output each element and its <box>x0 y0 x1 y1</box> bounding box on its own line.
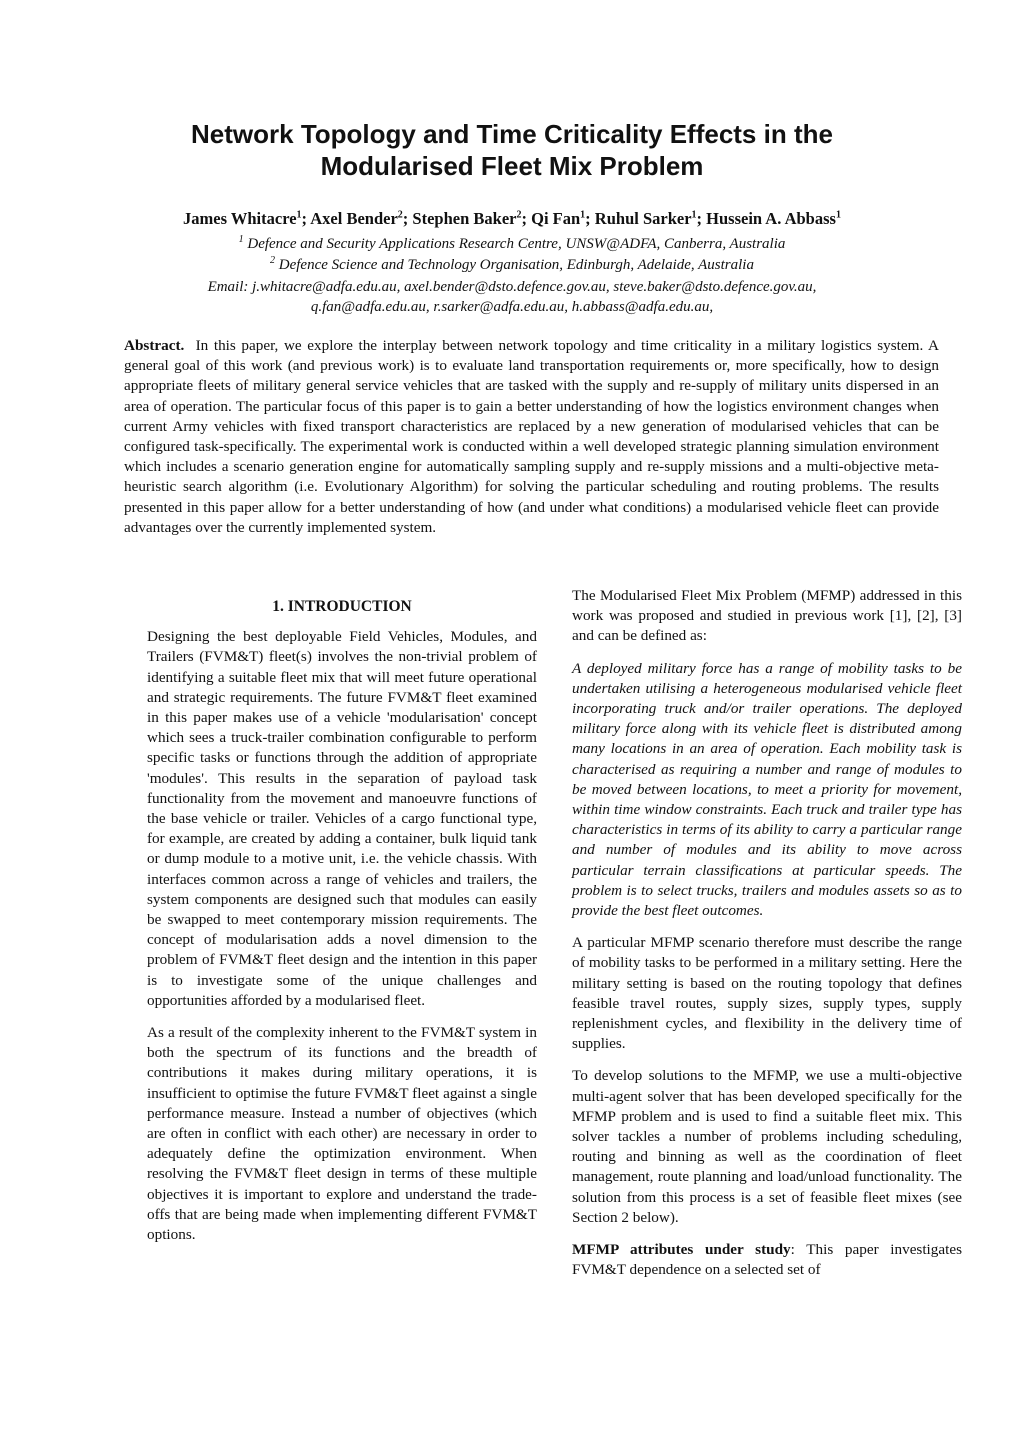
abstract <box>124 336 939 538</box>
paragraph: Designing the best deployable Field Vehicles, Modules, and Trailers (FVM&T) fleet(s) involves the non-trivial problem of identifying a suitable fleet mix that will meet future operational and strategic requirements. The future FVM&T fleet examined in this paper makes use of a vehicle 'modularisation' concept which sees a truck-trailer combination configurable to perform specific tasks or functions through the addition of appropriate 'modules'. This results in the separation of payload task functionality from the movement and manoeuvre functions of the base vehicle or trailer. Vehicles of a cargo functional type, for example, are created by adding a container, bulk liquid tank or dump module to a motive unit, i.e. the vehicle chassis. With interfaces common across a range of vehicles and trailers, the system components are designed such that modules can easily be swapped to meet contemporary mission requirements. The concept of modularisation adds a novel dimension to the problem of FVM&T fleet design and the intention in this paper is to investigate some of the unique challenges and opportunities afforded by a modularised fleet. <box>147 628 537 1009</box>
author: Stephen Baker$^2$; <box>412 209 532 228</box>
affiliation-2: $^2$ Defence Science and Technology Organisation, Edinburgh, Adelaide, Australia <box>270 255 754 273</box>
affiliation-1: $^1$ Defence and Security Applications Research Centre, UNSW@ADFA, Canberra, Australia <box>238 234 786 252</box>
abstract-text: In this paper, we explore the interplay between network topology and time criticality in a military logistics system. A general goal of this work (and previous work) is to evaluate land transportation requirements or, more specifically, how to design appropriate fleets of military general service vehicles that are tasked with the supply and re-supply of military units dispersed in an area of operation. The particular focus of this paper is to gain a better understanding of how the logistics environment changes when current Army vehicles with fixed transport characteristics are replaced by a new generation of modularised vehicles that can be configured task-specifically. The experimental work is conducted within a well developed strategic planning simulation environment which includes a scenario generation engine for automatically sampling supply and re-supply missions and a multi-objective meta-heuristic search algorithm (i.e. Evolutionary Algorithm) for solving the particular scheduling and routing problems. The results presented in this paper allow for a better understanding of how (and under what conditions) a modularised vehicle fleet can provide advantages over the currently implemented system. <box>124 337 940 536</box>
author-list <box>0 208 1024 230</box>
author: Axel Bender$^2$; <box>310 209 413 228</box>
paragraph: The Modularised Fleet Mix Problem (MFMP) addressed in this work was proposed and studied in previous work [1], [2], [3] and can be defined as: <box>572 587 962 645</box>
author: Ruhul Sarker$^1$; <box>594 209 707 228</box>
mfmp-definition: A deployed military force has a range of mobility tasks to be undertaken utilising a heterogeneous modularised vehicle fleet incorporating truck and/or trailer operations. The deployed military force along with its vehicle fleet is distributed among many locations in an area of operation. Each mobility task is characterised as requiring a number and range of modules to be moved between locations, to meet a priority for movement, within time window constraints. Each truck and trailer type has characteristics in terms of its ability to carry a particular range and number of modules and its ability to move across particular terrain classifications at particular speeds. The problem is to select trucks, trailers and modules assets so as to provide the best fleet outcomes. <box>572 659 962 920</box>
email-line-1: Email: j.whitacre@adfa.edu.au, axel.bender@dsto.defence.gov.au, steve.baker@dsto.defence.gov.au, <box>207 279 817 295</box>
right-column <box>572 586 962 1293</box>
title-line-2: Modularised Fleet Mix Problem <box>320 151 704 181</box>
author: Qi Fan$^1$; <box>531 209 595 228</box>
paragraph: A particular MFMP scenario therefore must describe the range of mobility tasks to be performed in a military setting. Here the military setting is based on the routing topology that defines feasible travel routes, supply sizes, supply types, supply replenishment cycles, and flexibility in the delivery time of supplies. <box>572 934 962 1053</box>
left-column <box>147 597 537 1257</box>
paper-title <box>0 118 1024 182</box>
paragraph-lead: MFMP attributes under study <box>572 1241 791 1259</box>
paragraph: MFMP attributes under study: This paper investigates FVM&T dependence on a selected set of <box>572 1241 962 1279</box>
title-line-1: Network Topology and Time Criticality Effects in the <box>191 119 833 149</box>
author: Hussein A. Abbass$^1$ <box>706 209 841 228</box>
author: James Whitacre$^1$; <box>183 209 311 228</box>
email-line-2: q.fan@adfa.edu.au, r.sarker@adfa.edu.au, h.abbass@adfa.edu.au, <box>310 299 714 315</box>
paragraph: As a result of the complexity inherent to the FVM&T system in both the spectrum of its functions and the breadth of contributions it makes during military operations, it is insufficient to optimise the future FVM&T fleet against a single performance measure. Instead a number of objectives (which are often in conflict with each other) are necessary in order to adequately define the optimization environment. When resolving the FVM&T fleet design in terms of these multiple objectives it is important to explore and understand the trade-offs that are being made when implementing different FVM&T options. <box>147 1024 537 1244</box>
paragraph: To develop solutions to the MFMP, we use a multi-objective multi-agent solver that has been developed specifically for the MFMP problem and is used to find a suitable fleet mix. This solver tackles a number of problems including scheduling, routing and binning as well as the coordination of fleet management, route planning and load/unload functionality. The solution from this process is a set of feasible fleet mixes (see Section 2 below). <box>572 1067 962 1226</box>
abstract-label: Abstract. <box>124 337 185 354</box>
section-heading-introduction: 1. INTRODUCTION <box>272 598 412 615</box>
